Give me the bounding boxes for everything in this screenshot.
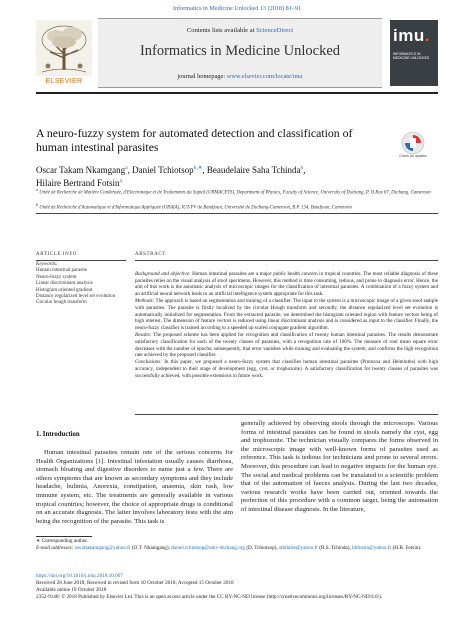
abstract-heading: ABSTRACT	[135, 252, 166, 257]
abstract-paragraph	[135, 271, 438, 298]
abstract-paragraph	[135, 332, 438, 359]
keyword-item: Distance regularized level set evolution	[36, 294, 116, 300]
homepage-prefix: journal homepage:	[177, 73, 227, 80]
crossmark-icon[interactable]	[400, 130, 426, 156]
available-online: Available online 19 October 2018	[36, 586, 107, 593]
crossmark-label[interactable]: Check for updates	[399, 154, 427, 158]
email-owner: (O.T. Nkamgang),	[130, 544, 172, 551]
publication-info	[36, 573, 438, 601]
author-name[interactable]: Daniel Tchiotsop	[132, 165, 194, 175]
author-sup: b,∗	[193, 165, 203, 171]
abstract-label: Results:	[135, 332, 152, 339]
abstract-paragraph	[135, 298, 438, 332]
author-sup: a	[125, 165, 128, 171]
affiliation-text: Unité de Recherche d'Automatique et d'Informatique Appliquée (URAIA), IUT-FV de Bandjoun, Université de Dschang-Cameroon, B.P. 134, Bandjoun, Cameroon	[39, 205, 352, 211]
author-name[interactable]: Oscar Takam Nkamgang	[36, 165, 126, 175]
intro-paragraph: generally achieved by observing stools through the microscope. Various forms of intestinal parasites can be found in stools namely the cyst, egg and trophozoite. The technician visually compares the forms observed in the microscopic image with well-known forms of parasites used as reference. This task is tedious for technicians and prone to several errors. Moreover, this procedure can lead to negative impacts for the human eye. The social and medical problems can be translated to a scientific problem that of the automation of faeces analysis. During the last two decades, various research works have been carried out, oriented towards the perfection of this procedure with a common target, being the automation of intestinal disease diagnosis. In the literature,	[241, 420, 438, 513]
email-owner: (B.S. Tchinda),	[317, 544, 353, 551]
email-link[interactable]: daniel.tchiotsop@univ-dschang.org	[171, 544, 246, 551]
affiliation-rule	[36, 213, 438, 214]
email-owner: (H.B. Fotsin).	[391, 544, 422, 551]
email-link[interactable]: stbilaire@yahoo.fr	[279, 544, 318, 551]
elsevier-tree-icon	[36, 20, 92, 86]
introduction-heading: 1. Introduction	[36, 431, 80, 438]
abstract-rule	[135, 260, 438, 261]
abstract-bottom-rule	[135, 414, 438, 415]
keywords-block	[36, 262, 126, 307]
footnote-rule	[36, 536, 92, 537]
affiliation-a	[36, 187, 438, 197]
keywords-label: Keywords:	[36, 262, 58, 267]
contents-prefix: Contents lists available at	[186, 27, 257, 34]
article-info-heading: ARTICLE INFO	[36, 252, 77, 257]
affiliation-text: Unité de Recherche de Matière Condensée, d'Electronique et de Traitements du Signal (URMACETS), Department of Physics, Faculty of Science, University of Dschang, P. O.Box 67, Dschang, Cameroon	[39, 190, 431, 196]
affiliation-b	[36, 202, 438, 212]
intro-left-column	[36, 449, 233, 526]
email-label: E-mail addresses:	[36, 544, 75, 551]
homepage-line	[98, 73, 382, 80]
keyword-item: Neuro-fuzzy system	[36, 274, 77, 280]
cover-subtitle: INFORMATICS IN MEDICINE UNLOCKED	[393, 52, 430, 61]
header-rule	[36, 92, 438, 94]
footnotes	[36, 538, 438, 552]
journal-cover	[390, 20, 438, 86]
author-name[interactable]: Hilaire Bertrand Fotsin	[36, 178, 120, 188]
keyword-item: Human intestinal parasite	[36, 268, 88, 274]
homepage-link[interactable]: www.elsevier.com/locate/imu	[226, 73, 303, 80]
intro-paragraph: Human intestinal parasites remain one of the serious concerns for Health Organizations [1]. Intestinal infestation usually causes diarrhoea, stomach bloating and digestive disorders to name just a few. There are others symptoms that are known as secondary symptoms and they include headache, bulimia, Anorexia, constipation, anaemia, skin rash, low immune system, etc. The treatments are generally available in various tropical countries; however, the choice of appropriate drugs is conditional on an accurate diagnosis. The latter involves laboratory tests with the aim being the recognition of the parasite. This task is	[36, 449, 233, 525]
keyword-item: Linear discriminant analysis	[36, 281, 93, 287]
abstract-text: Human intestinal parasites are a major public health concern in tropical countries. The most reliable diagnosis of these parasites relies on the visual analysis of stool specimens. However, this method is time consuming, tedious, and prone to diagnosis error. Hence, the aim of this work is the automatic analysis of microscopic images for the classification of intestinal parasites. A combination of a fuzzy system and an artificial neural network leads to an artificial intelligence system appropriate for this task.	[135, 271, 438, 298]
cover-title: imu.	[393, 26, 430, 45]
journal-reference[interactable]: Informatics in Medicine Unlocked 13 (2018) 81–91	[172, 5, 302, 12]
article-info-rule	[36, 260, 126, 261]
journal-header	[36, 18, 438, 88]
abstract-label: Methods:	[135, 298, 155, 305]
sciencedirect-link[interactable]: ScienceDirect	[256, 27, 294, 34]
affiliation-sup: a	[36, 187, 38, 192]
license-text: 2352-9148/ © 2018 Published by Elsevier Ltd. This is an open access article under the CC BY-NC-ND license (http://creativecommons.org/licenses/BY-NC-ND/4.0/).	[36, 593, 383, 600]
abstract-paragraph	[135, 359, 438, 379]
author-name[interactable]: Beaudelaire Saha Tchinda	[206, 165, 301, 175]
journal-banner	[98, 18, 382, 88]
corresponding-author-note: ∗ Corresponding author.	[36, 538, 89, 544]
author-sup: b	[300, 165, 304, 171]
doi-link[interactable]: https://doi.org/10.1016/j.imu.2018.10.007	[36, 573, 123, 579]
email-addresses	[36, 545, 438, 552]
keyword-item: Histogram oriented gradient	[36, 287, 93, 293]
email-link[interactable]: hbfotsin@yahoo.fr	[352, 544, 392, 551]
abstract-body	[135, 271, 438, 380]
elsevier-wordmark: ELSEVIER	[45, 78, 83, 85]
keyword-item: Circular hough transform	[36, 300, 87, 306]
abstract-label: Background and objective:	[135, 271, 191, 277]
email-link[interactable]: oscartakamgang@yahoo.fr	[74, 544, 131, 551]
abstract-text: The proposed scheme has been applied for recognition and classification of twenty human intestinal parasites. The results demonstrate satisfactory classification for each of the twenty classes of parasites, with a recognition rate of 100%. The measure of root mean square error decreases with the number of epochs; subsequently, that error vanishes while training and evaluating the system, and confirms the high recognition rate achieved by the proposed classifier.	[135, 332, 438, 359]
abstract-text: The approach is based on segmentation and training of a classifier. The input to the system is a microscopic image of a given stool sample with parasites. The parasite is firstly localized by the circular Hough transform and secondly, the distance regularized level set evolution is automatically initialized for segmentation. From the extracted parasite, we determined the histogram oriented region with feature vectors being of high interest. The dimension of feature vectors is reduced using linear discriminant analysis and is considered as input to the classifier. Finally, the neuro-fuzzy classifier is trained according to a speeded up scaled conjugate gradient algorithm.	[135, 298, 438, 332]
contents-line	[98, 27, 382, 34]
received-dates: Received 28 June 2018; Received in revised form 10 October 2018; Accepted 15 October 2018	[36, 579, 234, 586]
abstract-label: Conclusions:	[135, 359, 162, 366]
author-list: Oscar Takam Nkamgang$^a$, Daniel Tchiotsop$^{b,∗}$, Beaudelaire Saha Tchinda$^b$, Hilaire Bertrand Fotsin$^a$	[36, 165, 306, 188]
elsevier-logo	[36, 20, 92, 86]
journal-title: Informatics in Medicine Unlocked	[139, 43, 341, 59]
author-sup: a	[119, 178, 122, 184]
article-title: A neuro-fuzzy system for automated detection and classification of human intestinal parasites	[36, 126, 353, 154]
intro-right-column	[241, 420, 438, 515]
affiliation-sup: b	[36, 202, 38, 207]
abstract-text: In this paper, we proposed a neuro-fuzzy system that classifies human intestinal parasites (Protozoa and Helminths) with high accuracy, independent to their stage of development (egg, cyst, or trophozoite). A satisfactory classification for twenty classes of parasites was successfully achieved, with possible extensions in future work.	[135, 359, 438, 379]
email-owner: (D. Tchiotsop),	[245, 544, 279, 551]
